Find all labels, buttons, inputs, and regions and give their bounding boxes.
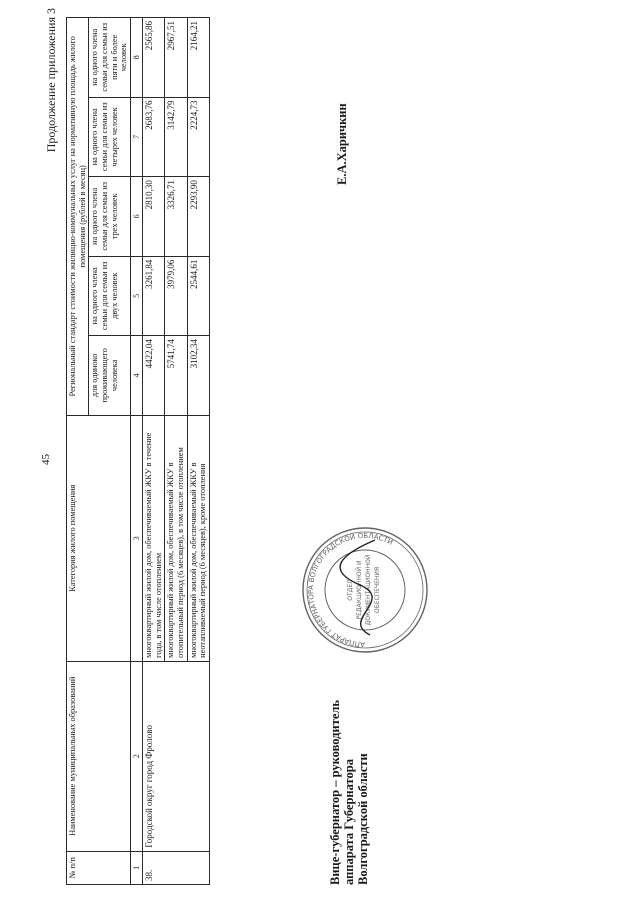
page-number: 45 — [40, 454, 52, 465]
subheader-cell: на одного члена семьи для семьи из трех человек — [89, 177, 131, 257]
signatory-title — [328, 700, 370, 885]
subheader-cell: на одного члена семьи для семьи из пяти и более человек — [89, 18, 131, 98]
value-cell: 3326,71 — [165, 177, 187, 257]
value-cell: 5741,74 — [165, 336, 187, 416]
category-cell: многоквартирный жилой дом, обеспечиваемый ЖКУ в неотапливаемый период (6 месяцев), кроме отопления — [187, 415, 209, 661]
signatory-title-line: Волгоградской области — [356, 753, 370, 885]
value-cell: 3102,34 — [187, 336, 209, 416]
official-stamp — [300, 525, 430, 655]
value-cell: 2224,73 — [187, 97, 209, 177]
stamp-inner-line: ОТДЕЛ — [347, 579, 354, 601]
index-cell: 5 — [130, 256, 142, 336]
category-cell: многоквартирный жилой дом, обеспечиваемый ЖКУ в течение года, в том числе отоплением — [143, 415, 165, 661]
signatory-name: Е.А.Харичкин — [335, 103, 349, 185]
index-cell: 3 — [130, 415, 142, 661]
subheader-cell: для одиноко проживающего человека — [89, 336, 131, 416]
row-number: 38. — [143, 851, 210, 884]
table-row — [143, 18, 165, 885]
index-cell: 7 — [130, 97, 142, 177]
signatory-title-line: Вице-губернатор – руководитель — [328, 699, 342, 885]
header-num: № п/п — [67, 851, 131, 884]
stamp-outer-text: АППАРАТ ГУБЕРНАТОРА ВОЛГОГРАДСКОЙ ОБЛАСТИ — [306, 531, 395, 649]
index-row — [130, 18, 142, 885]
municipality-name: Городской округ город Фролово — [143, 661, 210, 851]
header-standard-group: Региональный стандарт стоимости жилищно-коммунальных услуг на нормативную площадь жилого помещения (рублей в месяц) — [67, 18, 89, 416]
stamp-inner-line: ДОКУМЕНТАЦИОННОЙ — [365, 554, 372, 626]
index-cell: 4 — [130, 336, 142, 416]
stamp-inner-line: РЕДАКЦИОННОЙ И — [356, 560, 363, 620]
value-cell: 2565,86 — [143, 18, 165, 98]
subheader-cell: на одного члена семьи для семьи из четырех человек — [89, 97, 131, 177]
value-cell: 2164,21 — [187, 18, 209, 98]
value-cell: 4422,04 — [143, 336, 165, 416]
index-cell: 1 — [130, 851, 142, 884]
value-cell: 2683,76 — [143, 97, 165, 177]
stamp-inner-line: ОБЕСПЕЧЕНИЯ — [374, 566, 381, 614]
header-category: Категория жилого помещения — [67, 415, 131, 661]
index-cell: 6 — [130, 177, 142, 257]
value-cell: 2967,51 — [165, 18, 187, 98]
value-cell: 3142,79 — [165, 97, 187, 177]
value-cell: 2293,90 — [187, 177, 209, 257]
value-cell: 3261,84 — [143, 256, 165, 336]
subheader-cell: на одного члена семьи для семьи из двух человек — [89, 256, 131, 336]
value-cell: 2810,30 — [143, 177, 165, 257]
header-municipality: Наименование муниципальных образований — [67, 661, 131, 851]
category-cell: многоквартирный жилой дом, обеспечиваемый ЖКУ в отопительный период (6 месяцев), в том числе отоплением — [165, 415, 187, 661]
header-row — [67, 18, 89, 885]
index-cell: 2 — [130, 661, 142, 851]
signatory-title-line: аппарата Губернатора — [342, 759, 356, 885]
index-cell: 8 — [130, 18, 142, 98]
value-cell: 2544,61 — [187, 256, 209, 336]
value-cell: 3979,06 — [165, 256, 187, 336]
standard-table — [66, 17, 210, 885]
continuation-title: Продолжение приложения 3 — [44, 8, 58, 153]
